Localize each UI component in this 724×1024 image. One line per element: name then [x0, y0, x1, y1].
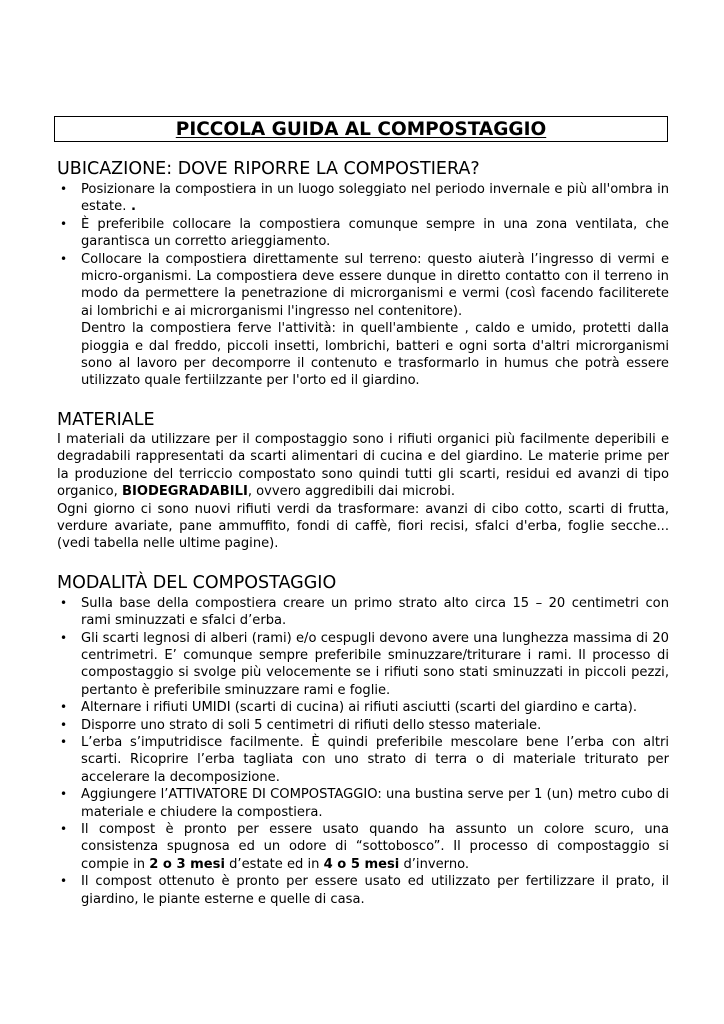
list-item-text: Posizionare la compostiera in un luogo soleggiato nel periodo invernale e più all'ombra in estate. [81, 182, 669, 215]
list-item-tail: . [126, 199, 136, 215]
bullet-icon: • [60, 787, 68, 802]
bullet-icon: • [60, 734, 68, 749]
section-heading-modalita: MODALITÀ DEL COMPOSTAGGIO [57, 572, 337, 593]
bullet-icon: • [60, 717, 68, 732]
bullet-icon: • [60, 251, 68, 266]
bullet-icon: • [60, 700, 68, 715]
bullet-icon: • [60, 595, 68, 610]
materiale-paragraph-2: Ogni giorno ci sono nuovi rifiuti verdi da trasformare: avanzi di cibo cotto, scarti di frutta, verdure avariate, pane ammuffito, fondi di caffè, fiori recisi, sfalci d'erba, foglie secche... (vedi tabella nelle ultime pagine). [57, 501, 669, 552]
title-box [54, 116, 668, 142]
list-item-text: L’erba s’imputridisce facilmente. È quindi preferibile mescolare bene l’erba con altri scarti. Ricoprire l’erba tagliata con uno strato di terra o di materiale triturato per accelerare la decomposizione. [81, 734, 669, 785]
ubicazione-list [57, 181, 669, 390]
section-heading-materiale: MATERIALE [57, 409, 155, 430]
bullet-icon: • [60, 630, 68, 645]
list-item-continuation: Dentro la compostiera ferve l'attività: in quell'ambiente , caldo e umido, protetti dalla pioggia e dal freddo, piccoli insetti, lombrichi, batteri e ogni sorta d'altri microrganismi sono al lavoro per decomporre il contenuto e trasformarlo in humus che potrà essere utilizzato quale fertiilzzante per l'orto ed il giardino. [81, 321, 669, 389]
list-item [57, 717, 669, 734]
list-item [57, 699, 669, 716]
paragraph-text: , ovvero aggredibili dai microbi. [247, 484, 456, 500]
list-item-text: Il compost è pronto per essere usato quando ha assunto un colore scuro, una consistenza spugnosa ed un odore di “sottobosco”. Il processo di compostaggio si compie in [81, 822, 669, 872]
list-item [57, 181, 669, 216]
list-item-text: Collocare la compostiera direttamente sul terreno: questo aiuterà l’ingresso di vermi e micro-organismi. La compostiera deve essere dunque in diretto contatto con il terreno in modo da permettere la penetrazione di microrganismi e vermi (così facendo faciliterete ai lombrichi e ai microrganismi l'ingresso nel contenitore). [81, 251, 669, 319]
modalita-list [57, 595, 669, 908]
list-item [57, 630, 669, 700]
list-item-text: Disporre uno strato di soli 5 centimetri di rifiuti dello stesso materiale. [81, 717, 542, 733]
list-item-text: Alternare i rifiuti UMIDI (scarti di cucina) ai rifiuti asciutti (scarti del giardino e carta). [81, 700, 638, 716]
materiale-paragraph-1 [57, 431, 669, 501]
list-item-text: Sulla base della compostiera creare un primo strato alto circa 15 – 20 centimetri con rami sminuzzati e sfalci d’erba. [81, 595, 669, 629]
bullet-icon: • [60, 874, 68, 889]
bullet-icon: • [60, 182, 68, 196]
bold-term: BIODEGRADABILI [121, 484, 248, 500]
bold-duration: 4 o 5 mesi [323, 856, 400, 872]
list-item-text: Aggiungere l’ATTIVATORE DI COMPOSTAGGIO: una bustina serve per 1 (un) metro cubo di materiale e chiudere la compostiera. [81, 787, 669, 820]
section-heading-ubicazione: UBICAZIONE: DOVE RIPORRE LA COMPOSTIERA? [57, 159, 480, 179]
list-item [57, 595, 669, 630]
list-item-text: Gli scarti legnosi di alberi (rami) e/o cespugli devono avere una lunghezza massima di 20 centrimetri. E’ comunque sempre preferibile sminuzzare/triturare i rami. Il processo di compostaggio si svolge più velocemente se i rifiuti sono stati sminuzzati in piccoli pezzi, pertanto è preferibile sminuzzare rami e foglie. [81, 630, 669, 698]
bold-duration: 2 o 3 mesi [149, 856, 225, 872]
paragraph-text: I materiali da utilizzare per il compostaggio sono i rifiuti organici più facilmente deperibili e degradabili rappresentati da scarti alimentari di cucina e del giardino. Le materie prime per la produzione del terriccio compostato sono quindi tutti gli scarti, residui ed avanzi di tipo organico, [57, 431, 669, 500]
list-item-text: d’inverno. [399, 856, 470, 872]
list-item [57, 786, 669, 821]
page-title: PICCOLA GUIDA AL COMPOSTAGGIO [175, 118, 547, 140]
list-item-text: d’estate ed in [224, 856, 324, 872]
list-item [57, 821, 669, 873]
list-item [57, 734, 669, 786]
list-item [57, 216, 669, 251]
list-item-text: È preferibile collocare la compostiera comunque sempre in una zona ventilata, che garantisca un corretto arieggiamento. [81, 216, 669, 250]
document-body [57, 158, 669, 908]
bullet-icon: • [60, 822, 68, 836]
bullet-icon: • [60, 216, 68, 231]
list-item [57, 251, 669, 390]
list-item-text: Il compost ottenuto è pronto per essere usato ed utilizzato per fertilizzare il prato, il giardino, le piante esterne e quelle di casa. [81, 874, 669, 907]
list-item [57, 873, 669, 908]
